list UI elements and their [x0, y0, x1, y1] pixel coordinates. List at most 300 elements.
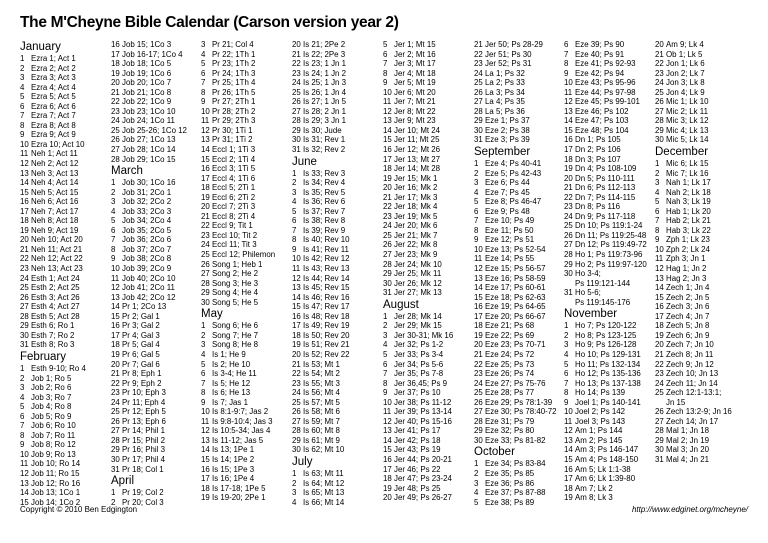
reading-entry [20, 216, 106, 226]
reading-text: Zech 11; Jn 14 [666, 378, 718, 388]
reading-entry [20, 254, 106, 264]
reading-entry [655, 169, 741, 179]
reading-text: Jer 39; Ps 13-14 [394, 407, 452, 417]
reading-entry [564, 445, 650, 455]
day-number: 28 [655, 426, 664, 436]
reading-entry [655, 426, 741, 436]
reading-entry [111, 78, 197, 88]
reading-entry [655, 331, 741, 341]
reading-entry [111, 417, 197, 427]
reading-entry [20, 121, 106, 131]
day-number: 30 [20, 330, 29, 340]
day-number: 18 [111, 59, 120, 69]
day-number: 13 [201, 135, 210, 145]
reading-entry [383, 164, 469, 174]
reading-text: Eze 24; Ps 72 [485, 349, 535, 359]
day-number: 27 [292, 416, 301, 426]
month-heading: November [564, 308, 618, 321]
day-number: 19 [20, 225, 29, 235]
reading-entry [564, 269, 650, 279]
day-number: 28 [383, 259, 392, 269]
reading-text: Pr 4; Gal 3 [122, 330, 160, 340]
reading-entry [201, 331, 287, 341]
reading-text: Am 9; Lk 4 [666, 40, 704, 49]
reading-entry [20, 235, 106, 245]
day-number: 22 [20, 254, 29, 264]
reading-entry [20, 321, 106, 331]
month-heading: April [111, 475, 135, 488]
day-number: 18 [201, 483, 210, 493]
month-heading: October [474, 446, 515, 459]
reading-text: Pr 27; 2Th 1 [212, 97, 256, 107]
reading-text: Job 4; Ro 8 [31, 402, 72, 412]
day-number: 22 [201, 221, 210, 231]
reading-text: Is 3-4; He 11 [212, 369, 257, 379]
reading-text: Is 10:5-34; Jas 4 [212, 426, 271, 436]
reading-entry [383, 484, 469, 494]
reading-text: Neh 5; Act 15 [31, 187, 79, 197]
reading-text: Jer 42; Ps 18 [394, 435, 441, 445]
reading-text: Neh 11; Act 21 [31, 244, 83, 254]
reading-entry [655, 216, 741, 226]
reading-text: Mic 4; Lk 13 [666, 125, 709, 135]
reading-text: Dn 9; Ps 117-118 [575, 211, 636, 221]
day-number: 13 [383, 116, 392, 126]
reading-entry [474, 426, 560, 436]
calendar-column [474, 40, 560, 507]
day-number: 12 [474, 264, 483, 274]
reading-entry [111, 321, 197, 331]
reading-text: Esth 3; Act 26 [31, 292, 80, 302]
reading-entry [111, 226, 197, 236]
day-number: 26 [111, 135, 120, 145]
reading-entry [201, 436, 287, 446]
reading-entry [292, 350, 378, 360]
reading-entry [655, 407, 741, 417]
day-number: 16 [20, 197, 29, 207]
day-number: 7 [564, 49, 569, 59]
reading-entry [292, 469, 378, 479]
reading-text: Mic 7; Lk 16 [666, 168, 709, 178]
reading-entry [474, 360, 560, 370]
reading-text: Song 7; He 7 [212, 330, 259, 340]
reading-entry [111, 465, 197, 475]
day-number: 17 [292, 321, 301, 331]
reading-entry [111, 197, 197, 207]
reading-entry [292, 116, 378, 126]
reading-text: Job 7; Ro 11 [31, 430, 76, 440]
reading-text: Neh 9; Act 19 [31, 225, 79, 235]
reading-text: Is 56; Mt 4 [303, 388, 340, 398]
reading-text: Jer 32; Ps 1-2 [394, 340, 444, 350]
reading-text: Ho 8; Ps 123-125 [575, 330, 637, 340]
reading-entry [564, 279, 650, 289]
day-number: 13 [201, 435, 210, 445]
reading-entry [474, 88, 560, 98]
reading-text: Eze 17; Ps 60-61 [485, 283, 546, 293]
day-number: 6 [201, 369, 206, 379]
reading-entry [383, 379, 469, 389]
day-number: 6 [383, 49, 388, 59]
day-number: 8 [20, 430, 25, 440]
reading-text: Eze 9; Ps 48 [485, 206, 530, 216]
reading-entry [111, 155, 197, 165]
day-number [564, 298, 575, 308]
reading-text: Is 48; Rev 18 [303, 311, 350, 321]
reading-text: Esth 7; Ro 2 [31, 330, 75, 340]
reading-entry [111, 69, 197, 79]
day-number: 21 [201, 211, 210, 221]
reading-entry [201, 231, 287, 241]
reading-entry [383, 155, 469, 165]
reading-entry [564, 298, 650, 308]
reading-text: Jer 2; Mt 16 [394, 49, 436, 59]
reading-text: Pr 6; Gal 5 [122, 349, 160, 359]
reading-entry [564, 174, 650, 184]
day-number: 25 [655, 87, 664, 97]
reading-text: Job 1; Ro 5 [31, 373, 72, 383]
reading-entry [383, 135, 469, 145]
day-number: 17 [111, 330, 120, 340]
reading-text: Eccl 6; 2Ti 2 [212, 192, 256, 202]
day-number: 20 [383, 183, 392, 193]
reading-text: Am 2; Ps 145 [575, 435, 623, 445]
reading-entry [564, 135, 650, 145]
reading-entry [292, 283, 378, 293]
reading-text: Pr 12; Eph 5 [122, 407, 166, 417]
reading-entry [564, 340, 650, 350]
reading-entry [383, 331, 469, 341]
day-number: 22 [564, 192, 573, 202]
reading-text: Is 39; Rev 9 [303, 225, 346, 235]
reading-text: Mal 3; Jn 20 [666, 445, 709, 455]
reading-entry [655, 126, 741, 136]
reading-text: Pr 19; Col 2 [122, 488, 164, 498]
reading-entry [20, 421, 106, 431]
day-number: 17 [474, 311, 483, 321]
reading-text: Song 2; He 2 [212, 269, 259, 279]
day-number: 14 [20, 178, 29, 188]
reading-entry [564, 417, 650, 427]
reading-entry [292, 226, 378, 236]
reading-entry [201, 321, 287, 331]
reading-text: Is 41; Rev 11 [303, 244, 349, 254]
day-number: 14 [383, 435, 392, 445]
day-number: 7 [564, 378, 569, 388]
reading-entry [292, 312, 378, 322]
day-number: 10 [201, 106, 210, 116]
reading-text: Eze 22; Ps 69 [485, 330, 535, 340]
reading-text: Neh 7; Act 17 [31, 206, 79, 216]
day-number: 1 [20, 54, 25, 63]
reading-text: Eze 39; Ps 90 [575, 40, 625, 49]
reading-entry [201, 145, 287, 155]
reading-entry [564, 240, 650, 250]
reading-text: Hag 1; Jn 2 [666, 264, 707, 274]
day-number: 26 [111, 416, 120, 426]
reading-text: Job 37; 2Co 7 [122, 244, 172, 254]
day-number: 15 [292, 302, 301, 312]
reading-entry [111, 293, 197, 303]
reading-text: Is 6; He 13 [212, 388, 251, 398]
reading-text: Job 9; Ro 13 [31, 449, 76, 459]
day-number: 23 [474, 369, 483, 379]
day-number: 4 [111, 206, 116, 216]
reading-entry [655, 159, 741, 169]
reading-entry [474, 78, 560, 88]
reading-text: Pr 22; 1Th 1 [212, 49, 256, 59]
reading-entry [383, 78, 469, 88]
reading-entry [20, 302, 106, 312]
reading-text: Job 31; 2Co 1 [122, 187, 172, 197]
day-number: 14 [201, 445, 210, 455]
reading-entry [474, 302, 560, 312]
day-number: 19 [292, 340, 301, 350]
reading-text: Is 45; Rev 15 [303, 283, 350, 293]
reading-text: Dn 6; Ps 112-113 [575, 183, 636, 193]
reading-text: Eze 29; Ps 78:1-39 [485, 397, 553, 407]
reading-entry [383, 398, 469, 408]
day-number: 25 [655, 388, 664, 398]
day-number: 4 [474, 488, 479, 498]
reading-text: Job 28; 1Co 14 [122, 145, 176, 155]
reading-text: Eze 2; Ps 38 [485, 125, 530, 135]
day-number: 21 [111, 369, 120, 379]
day-number: 4 [292, 197, 297, 207]
reading-entry [383, 321, 469, 331]
day-number: 11 [383, 97, 392, 107]
reading-entry [655, 197, 741, 207]
reading-text: Job 10; Ro 14 [31, 459, 81, 469]
reading-entry [655, 254, 741, 264]
calendar-column [564, 40, 650, 503]
reading-text: Eze 10; Ps 49 [485, 216, 535, 226]
day-number: 11 [20, 149, 29, 159]
reading-entry [655, 59, 741, 69]
day-number: 9 [201, 397, 206, 407]
reading-text: Ezra 10; Act 10 [31, 139, 85, 149]
reading-text: Eze 26; Ps 74 [485, 369, 535, 379]
day-number: 28 [564, 250, 573, 260]
reading-text: Jn 15 [666, 397, 686, 407]
reading-text: Eze 35; Ps 85 [485, 468, 535, 478]
reading-entry [383, 369, 469, 379]
reading-entry [292, 97, 378, 107]
reading-entry [474, 245, 560, 255]
reading-entry [201, 164, 287, 174]
reading-entry [201, 183, 287, 193]
reading-text: Pr 18; Col 1 [122, 464, 164, 474]
reading-entry [564, 69, 650, 79]
day-number: 24 [474, 378, 483, 388]
reading-text: Jer 11; Mt 25 [394, 135, 440, 145]
reading-entry [292, 360, 378, 370]
reading-text: Mic 2; Lk 11 [666, 106, 708, 116]
reading-text: Zech 2; Jn 5 [666, 292, 710, 302]
day-number: 27 [383, 250, 392, 260]
reading-entry [474, 488, 560, 498]
day-number: 14 [292, 292, 301, 302]
day-number: 3 [201, 340, 206, 350]
reading-text: Zech 5; Jn 8 [666, 321, 710, 331]
day-number: 16 [383, 145, 392, 155]
day-number: 20 [383, 493, 392, 503]
day-number: 6 [564, 40, 569, 49]
reading-text: Joel 3; Ps 143 [575, 416, 626, 426]
reading-entry [292, 69, 378, 79]
reading-entry [564, 193, 650, 203]
reading-text: Eze 4; Ps 40-41 [485, 159, 542, 169]
reading-text: Eze 11; Ps 50 [485, 225, 534, 235]
reading-entry [655, 107, 741, 117]
reading-entry [564, 202, 650, 212]
reading-entry [383, 126, 469, 136]
day-number: 24 [655, 378, 664, 388]
reading-text: Is 50; Rev 20 [303, 330, 350, 340]
day-number: 18 [474, 321, 483, 331]
day-number: 7 [383, 59, 388, 69]
reading-entry [474, 126, 560, 136]
reading-text: Eze 28; Ps 77 [485, 388, 535, 398]
day-number: 21 [292, 359, 301, 369]
reading-text: La 1; Ps 32 [485, 68, 525, 78]
day-number: 14 [383, 125, 392, 135]
day-number: 12 [20, 468, 29, 478]
reading-text: Job 41; 2Co 11 [122, 283, 175, 293]
day-number: 27 [201, 269, 210, 279]
reading-text: Song 3; He 3 [212, 278, 259, 288]
day-number: 15 [20, 497, 29, 507]
reading-text: Jer 26; Mk 12 [394, 278, 442, 288]
reading-entry [474, 340, 560, 350]
reading-text: Job 38; 2Co 8 [122, 254, 172, 264]
day-number: 23 [111, 388, 120, 398]
reading-text: Jer 36,45; Ps 9 [394, 378, 448, 388]
day-number: 22 [292, 59, 301, 69]
day-number: 22 [655, 359, 664, 369]
day-number: 28 [201, 278, 210, 288]
day-number: 31 [655, 454, 664, 464]
reading-entry [564, 379, 650, 389]
day-number: 8 [292, 235, 297, 245]
day-number: 13 [111, 292, 120, 302]
day-number: 3 [20, 383, 25, 393]
reading-text: Neh 4; Act 14 [31, 178, 79, 188]
day-number: 24 [474, 68, 483, 78]
reading-entry [564, 145, 650, 155]
day-number: 22 [383, 202, 392, 212]
day-number: 23 [111, 106, 120, 116]
reading-text: Jer 4; Mt 18 [394, 68, 436, 78]
reading-text: La 2; Ps 33 [485, 78, 525, 88]
reading-text: Song 8; He 8 [212, 340, 259, 350]
day-number: 27 [111, 426, 120, 436]
day-number: 25 [292, 87, 301, 97]
reading-entry [20, 274, 106, 284]
reading-entry [474, 283, 560, 293]
reading-entry [201, 445, 287, 455]
reading-text: Pr 9; Eph 2 [122, 378, 162, 388]
reading-entry [201, 126, 287, 136]
reading-text: Song 4; He 4 [212, 288, 259, 298]
reading-text: Jer 3; Mt 17 [394, 59, 436, 69]
day-number: 18 [564, 154, 573, 164]
reading-entry [20, 159, 106, 169]
reading-text: Is 55; Mt 3 [303, 378, 340, 388]
reading-text: Jer 43; Ps 19 [394, 445, 441, 455]
reading-text: Ho 9; Ps 126-128 [575, 340, 637, 350]
day-number: 15 [564, 454, 573, 464]
reading-entry [474, 207, 560, 217]
reading-text: Job 30; 1Co 16 [122, 178, 176, 188]
day-number: 7 [111, 235, 116, 245]
reading-entry [383, 174, 469, 184]
day-number: 14 [201, 145, 210, 155]
day-number: 24 [111, 397, 120, 407]
day-number: 6 [383, 359, 388, 369]
reading-entry [20, 402, 106, 412]
reading-entry [474, 169, 560, 179]
reading-text: Nah 3; Lk 19 [666, 197, 711, 207]
day-number: 13 [292, 283, 301, 293]
reading-text: Is 35; Rev 5 [303, 187, 346, 197]
day-number: 6 [111, 225, 116, 235]
reading-text: Ps 119:145-176 [575, 297, 631, 307]
day-number: 2 [111, 497, 116, 507]
day-number: 26 [474, 397, 483, 407]
reading-entry [655, 78, 741, 88]
reading-entry [474, 498, 560, 508]
reading-text: Jon 1; Lk 6 [666, 59, 705, 69]
website-link[interactable]: http://www.edginet.org/mcheyne/ [631, 505, 748, 514]
reading-entry [383, 269, 469, 279]
day-number: 23 [292, 378, 301, 388]
day-number: 1 [292, 168, 297, 178]
reading-text: Job 11; Ro 15 [31, 468, 80, 478]
reading-entry [474, 216, 560, 226]
reading-entry [111, 455, 197, 465]
day-number: 6 [655, 206, 660, 216]
day-number: 12 [655, 264, 664, 274]
reading-text: Job 8; Ro 12 [31, 440, 76, 450]
day-number: 12 [564, 426, 573, 436]
reading-entry [201, 298, 287, 308]
reading-text: Is 52; Rev 22 [303, 349, 350, 359]
reading-entry [201, 69, 287, 79]
reading-text: Jer 47; Ps 23-24 [394, 474, 452, 484]
reading-text: Song 1; Heb 1 [212, 259, 263, 269]
reading-entry [201, 388, 287, 398]
reading-entry [655, 245, 741, 255]
reading-text: Esth 9-10; Ro 4 [31, 363, 86, 373]
reading-entry [655, 97, 741, 107]
reading-entry [655, 445, 741, 455]
reading-entry [655, 312, 741, 322]
day-number: 31 [383, 288, 392, 298]
day-number: 2 [20, 373, 25, 383]
reading-entry [383, 97, 469, 107]
day-number: 31 [20, 340, 29, 350]
day-number: 14 [655, 283, 664, 293]
day-number: 30 [564, 269, 573, 279]
reading-entry [564, 40, 650, 50]
reading-text: Pr 7; Gal 6 [122, 359, 160, 369]
reading-text: Ezra 7; Act 7 [31, 111, 76, 121]
reading-entry [655, 274, 741, 284]
day-number: 18 [383, 474, 392, 484]
day-number: 11 [655, 254, 664, 264]
day-number: 4 [383, 340, 388, 350]
